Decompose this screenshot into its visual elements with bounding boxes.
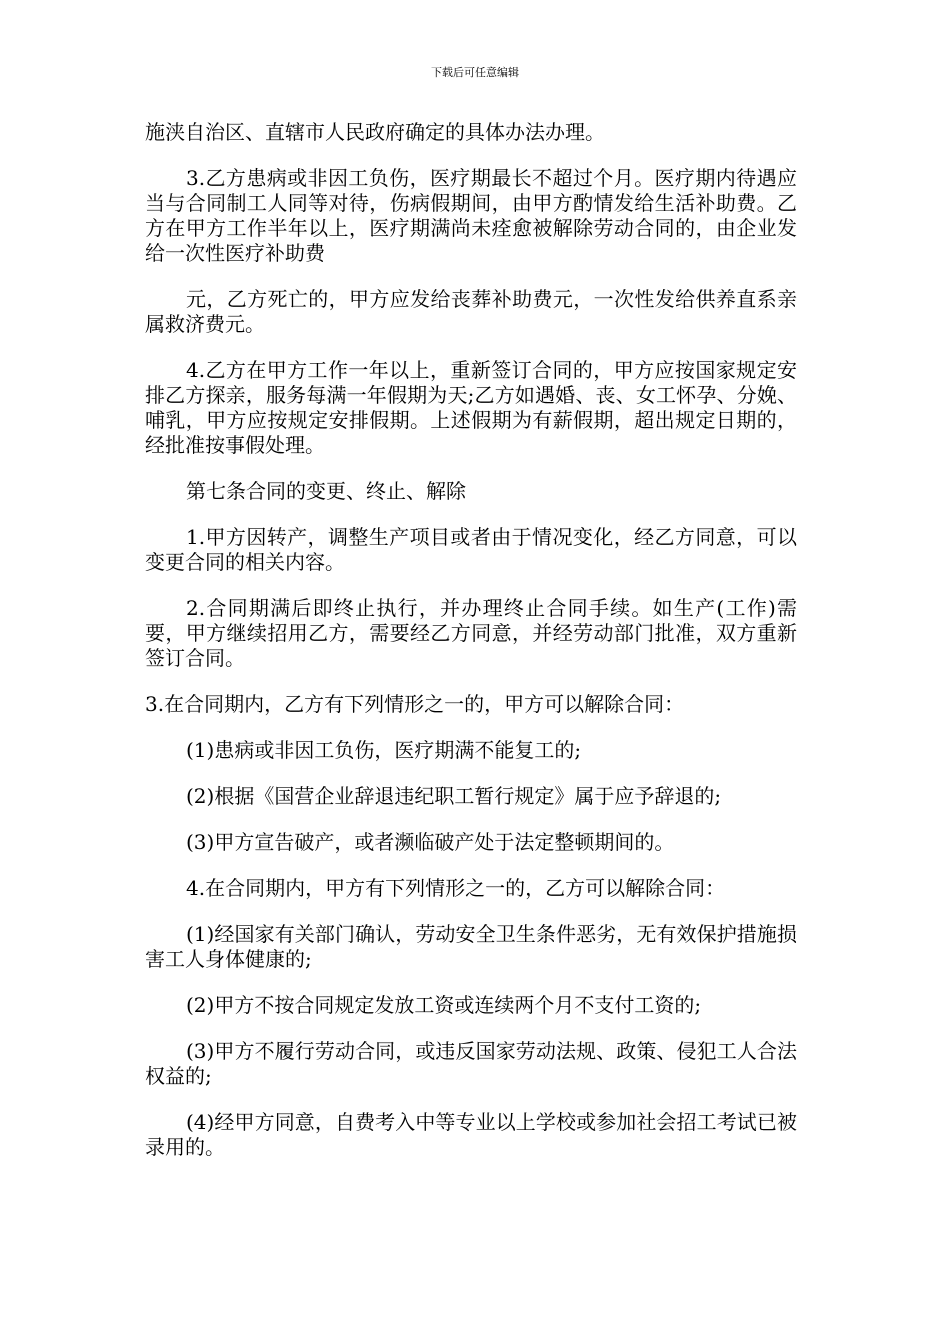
paragraph: 施浃自治区、直辖市人民政府确定的具体办法办理。 bbox=[145, 120, 605, 144]
list-item: (3)甲方宣告破产，或者濒临破产处于法定整顿期间的。 bbox=[186, 830, 675, 854]
paragraph: 4.在合同期内，甲方有下列情形之一的，乙方可以解除合同： bbox=[186, 876, 726, 900]
list-item: (2)甲方不按合同规定发放工资或连续两个月不支付工资的; bbox=[186, 993, 702, 1017]
paragraph: 1.甲方因转产，调整生产项目或者由于情况变化，经乙方同意，可以变更合同的相关内容。 bbox=[145, 525, 797, 574]
list-item: (4)经甲方同意，自费考入中等专业以上学校或参加社会招工考试已被录用的。 bbox=[145, 1110, 797, 1159]
list-item: (1)患病或非因工负伤，医疗期满不能复工的; bbox=[186, 738, 582, 762]
paragraph: 3.在合同期内，乙方有下列情形之一的，甲方可以解除合同： bbox=[145, 692, 685, 716]
paragraph: 2.合同期满后即终止执行，并办理终止合同手续。如生产(工作)需要，甲方继续招用乙方，需要经乙方同意，并经劳动部门批准，双方重新签订合同。 bbox=[145, 596, 797, 670]
paragraph: 4.乙方在甲方工作一年以上，重新签订合同的，甲方应按国家规定安排乙方探亲，服务每满一年假期为天;乙方如遇婚、丧、女工怀孕、分娩、哺乳，甲方应按规定安排假期。上述假期为有薪假期，超出规定日期的，经批准按事假处理。 bbox=[145, 358, 797, 457]
document-body bbox=[145, 120, 797, 1181]
page-header: 下载后可任意编辑 bbox=[431, 66, 519, 79]
list-item: (2)根据《国营企业辞退违纪职工暂行规定》属于应予辞退的; bbox=[186, 784, 722, 808]
paragraph: 3.乙方患病或非因工负伤，医疗期最长不超过个月。医疗期内待遇应当与合同制工人同等对待，伤病假期间，由甲方酌情发给生活补助费。乙方在甲方工作半年以上，医疗期满尚未痊愈被解除劳动合同的，由企业发给一次性医疗补助费 bbox=[145, 166, 797, 265]
list-item: (3)甲方不履行劳动合同，或违反国家劳动法规、政策、侵犯工人合法权益的; bbox=[145, 1039, 797, 1088]
section-heading: 第七条合同的变更、终止、解除 bbox=[186, 479, 466, 503]
paragraph: 元，乙方死亡的，甲方应发给丧葬补助费元，一次性发给供养直系亲属救济费元。 bbox=[145, 287, 797, 336]
list-item: (1)经国家有关部门确认，劳动安全卫生条件恶劣，无有效保护措施损害工人身体健康的; bbox=[145, 922, 797, 971]
